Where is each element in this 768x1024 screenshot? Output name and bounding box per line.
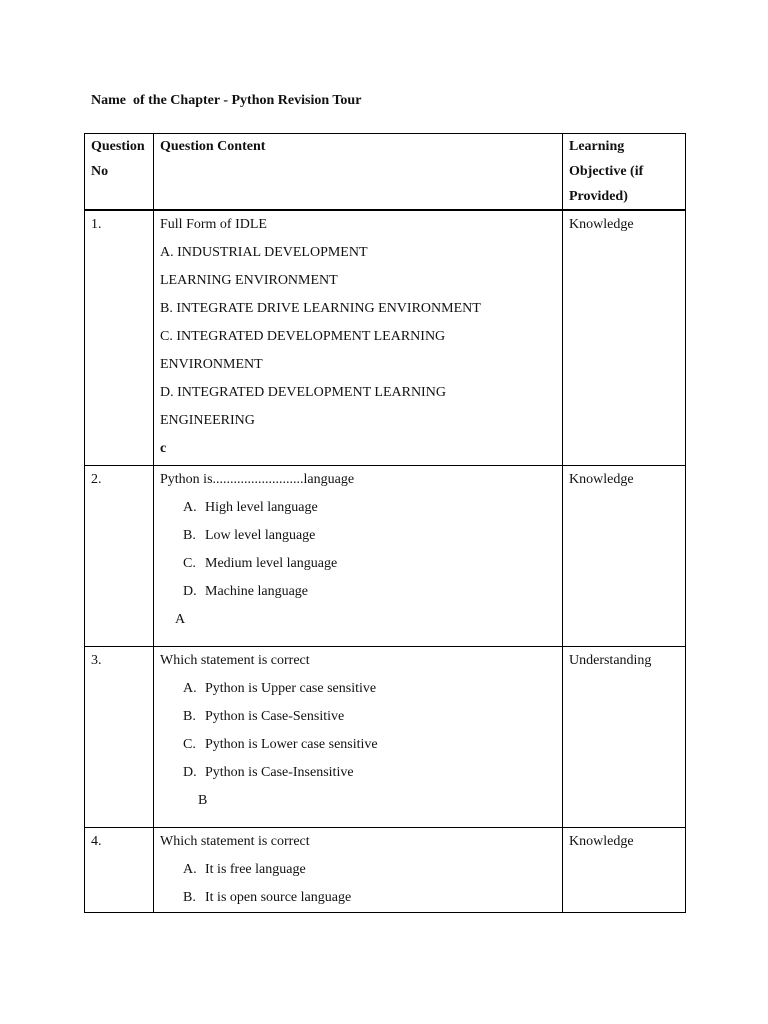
- option-item: [160, 759, 556, 787]
- question-number: 4.: [85, 828, 154, 913]
- option-line: D. INTEGRATED DEVELOPMENT LEARNING: [160, 385, 446, 400]
- option-letter: C.: [183, 737, 196, 752]
- option-item: [160, 731, 556, 759]
- option-text: It is free language: [205, 862, 306, 877]
- option-text: Medium level language: [205, 556, 338, 571]
- option-line: A. INDUSTRIAL DEVELOPMENT: [160, 245, 368, 260]
- option-line: ENGINEERING: [160, 413, 255, 428]
- answer: A: [175, 612, 186, 627]
- question-stem: Full Form of IDLE: [160, 217, 267, 232]
- question-stem: Python is..........................language: [160, 472, 355, 487]
- answer: c: [160, 441, 167, 456]
- option-letter: B.: [183, 709, 196, 724]
- table-row: [85, 647, 686, 828]
- option-item: [160, 675, 556, 703]
- question-content: [154, 647, 563, 828]
- option-text: Python is Upper case sensitive: [205, 681, 377, 696]
- option-text: Python is Lower case sensitive: [205, 737, 378, 752]
- question-stem: Which statement is correct: [160, 834, 310, 849]
- option-item: [160, 494, 556, 522]
- learning-objective: Knowledge: [563, 210, 686, 466]
- option-letter: C.: [183, 556, 196, 571]
- option-text: Low level language: [205, 528, 316, 543]
- answer: B: [198, 793, 208, 808]
- learning-objective: Knowledge: [563, 828, 686, 913]
- option-letter: A.: [183, 862, 197, 877]
- chapter-title: Name of the Chapter - Python Revision Tour: [91, 93, 362, 108]
- option-line: ENVIRONMENT: [160, 357, 263, 372]
- question-table: [84, 133, 686, 913]
- header-learning-objective: Learning Objective (if Provided): [563, 134, 686, 211]
- question-content: [154, 828, 563, 913]
- option-text: Machine language: [205, 584, 309, 599]
- table-row: [85, 210, 686, 466]
- option-letter: D.: [183, 584, 197, 599]
- question-number: 2.: [85, 466, 154, 647]
- question-content: [154, 210, 563, 466]
- question-number: 1.: [85, 210, 154, 466]
- header-question-no: Question No: [85, 134, 154, 211]
- option-item: [160, 550, 556, 578]
- learning-objective: Knowledge: [563, 466, 686, 647]
- question-number: 3.: [85, 647, 154, 828]
- header-row: [85, 134, 686, 211]
- option-letter: A.: [183, 500, 197, 515]
- option-line: C. INTEGRATED DEVELOPMENT LEARNING: [160, 329, 446, 344]
- option-letter: B.: [183, 890, 196, 905]
- option-item: [160, 578, 556, 606]
- option-text: It is open source language: [205, 890, 352, 905]
- option-item: [160, 522, 556, 550]
- option-text: High level language: [205, 500, 318, 515]
- option-text: Python is Case-Insensitive: [205, 765, 354, 780]
- table-row: [85, 828, 686, 913]
- table-row: [85, 466, 686, 647]
- option-item: [160, 703, 556, 731]
- question-content: [154, 466, 563, 647]
- header-question-content: Question Content: [154, 134, 563, 211]
- option-item: [160, 856, 556, 884]
- option-letter: D.: [183, 765, 197, 780]
- option-item: [160, 884, 556, 912]
- question-stem: Which statement is correct: [160, 653, 310, 668]
- option-text: Python is Case-Sensitive: [205, 709, 345, 724]
- option-line: LEARNING ENVIRONMENT: [160, 273, 338, 288]
- option-letter: B.: [183, 528, 196, 543]
- option-line: B. INTEGRATE DRIVE LEARNING ENVIRONMENT: [160, 301, 481, 316]
- learning-objective: Understanding: [563, 647, 686, 828]
- option-letter: A.: [183, 681, 197, 696]
